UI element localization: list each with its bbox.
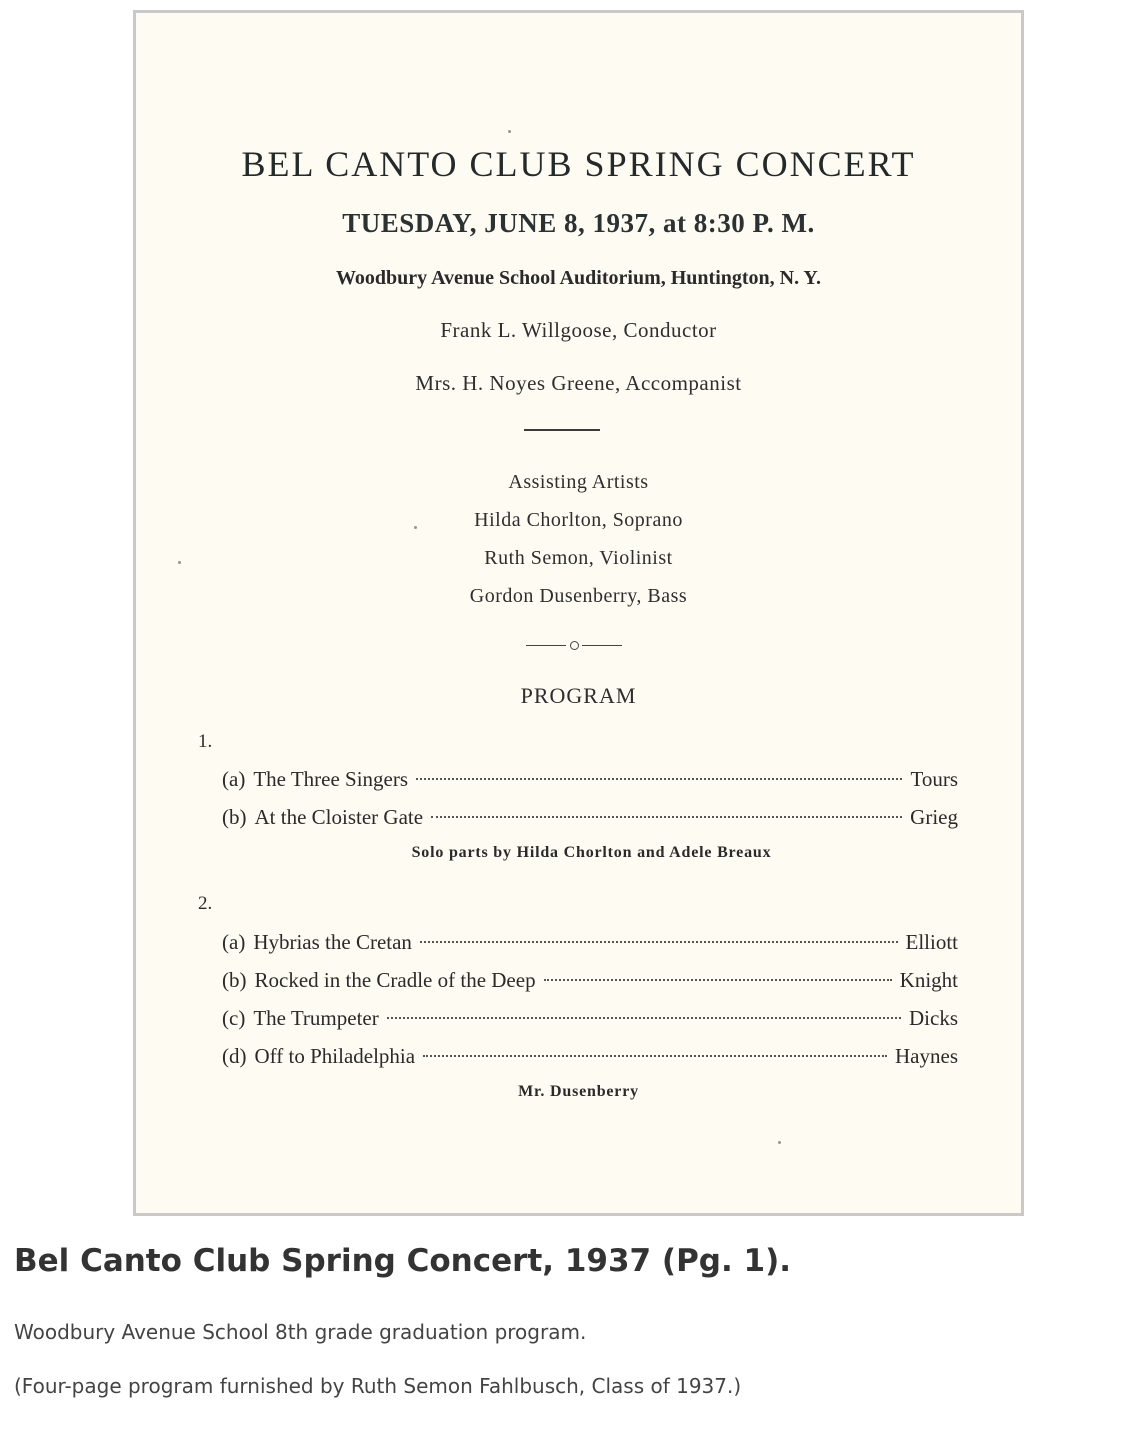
caption-credit: (Four-page program furnished by Ruth Semon Fahlbusch, Class of 1937.) [14, 1374, 742, 1398]
paper-speck [508, 130, 511, 133]
dot-leader [416, 778, 902, 780]
paper-speck [414, 526, 417, 529]
paper-speck [778, 1141, 781, 1144]
item-letter: (a) [222, 930, 246, 954]
piece-title: Off to Philadelphia [254, 1044, 416, 1068]
dot-leader [431, 816, 902, 818]
program-item [222, 767, 958, 792]
concert-venue: Woodbury Avenue School Auditorium, Huntington, N. Y. [336, 267, 821, 289]
accompanist-line: Mrs. H. Noyes Greene, Accompanist [415, 371, 742, 395]
performer-note: Mr. Dusenberry [518, 1083, 639, 1100]
dot-leader [423, 1055, 887, 1057]
item-letter: (b) [222, 805, 247, 829]
solo-note: Solo parts by Hilda Chorlton and Adele Breaux [411, 844, 772, 861]
item-letter: (c) [222, 1006, 246, 1030]
assisting-artists-heading: Assisting Artists [508, 471, 649, 493]
concert-date: TUESDAY, JUNE 8, 1937, at 8:30 P. M. [342, 208, 815, 238]
piece-title: At the Cloister Gate [254, 805, 424, 829]
program-item [222, 968, 958, 993]
item-letter: (b) [222, 968, 247, 992]
artist-line: Gordon Dusenberry, Bass [469, 585, 688, 607]
paper-speck [178, 561, 181, 564]
conductor-line: Frank L. Willgoose, Conductor [440, 318, 717, 342]
piece-title: Rocked in the Cradle of the Deep [254, 968, 536, 992]
caption-title: Bel Canto Club Spring Concert, 1937 (Pg. 1). [14, 1243, 792, 1279]
item-letter: (d) [222, 1044, 247, 1068]
divider-rule [524, 429, 600, 431]
dot-leader [544, 979, 892, 981]
composer: Grieg [910, 805, 958, 829]
composer: Dicks [909, 1006, 958, 1030]
dot-leader [387, 1017, 901, 1019]
piece-title: Hybrias the Cretan [253, 930, 412, 954]
ornament-divider [526, 638, 622, 652]
composer: Haynes [895, 1044, 958, 1068]
program-item [222, 1044, 958, 1069]
program-item [222, 805, 958, 830]
program-scan [133, 10, 1024, 1216]
program-heading: PROGRAM [520, 683, 637, 708]
artist-line: Ruth Semon, Violinist [484, 547, 673, 569]
composer: Elliott [905, 930, 958, 954]
program-item [222, 1006, 958, 1031]
item-letter: (a) [222, 767, 246, 791]
dot-leader [420, 941, 898, 943]
piece-title: The Trumpeter [253, 1006, 379, 1030]
section-number: 1. [198, 731, 213, 752]
section-number: 2. [198, 893, 213, 914]
composer: Tours [910, 767, 958, 791]
caption-description: Woodbury Avenue School 8th grade graduation program. [14, 1320, 587, 1344]
artist-line: Hilda Chorlton, Soprano [474, 509, 683, 531]
program-item [222, 930, 958, 955]
composer: Knight [899, 968, 958, 992]
piece-title: The Three Singers [253, 767, 409, 791]
concert-title: BEL CANTO CLUB SPRING CONCERT [241, 144, 916, 184]
